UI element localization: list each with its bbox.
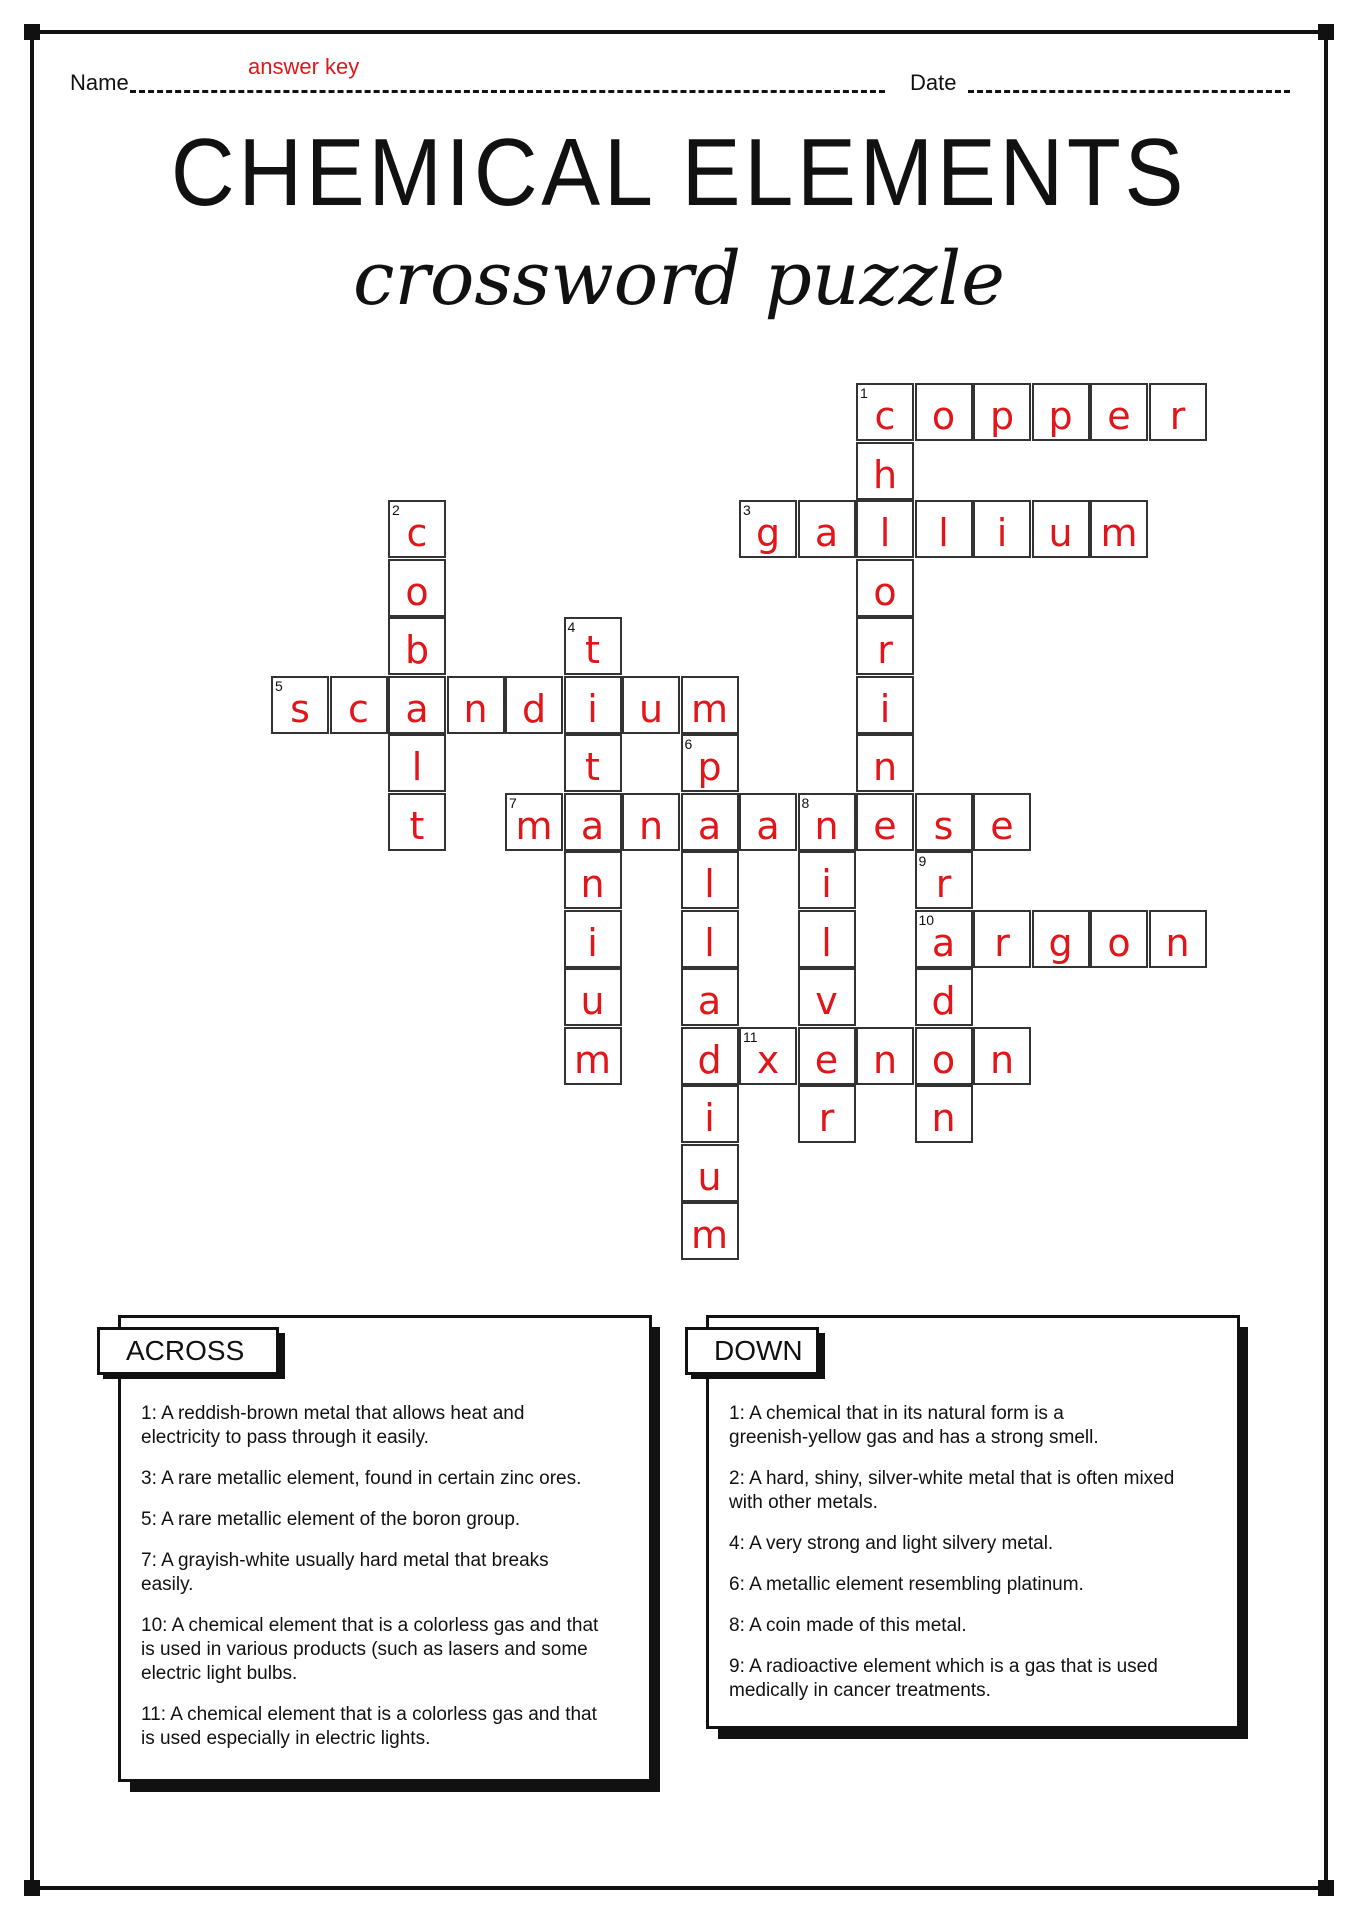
grid-cell[interactable] — [564, 910, 622, 968]
answer-letter: t — [409, 803, 425, 848]
grid-cell[interactable] — [681, 793, 739, 851]
across-clue-line: is used in various products (such as lasers and some — [141, 1639, 588, 1660]
grid-cell[interactable] — [388, 559, 446, 617]
grid-cell[interactable] — [739, 1027, 797, 1085]
across-box — [118, 1315, 652, 1782]
across-clue-line: 1: A reddish-brown metal that allows heat and — [141, 1403, 525, 1424]
grid-cell[interactable] — [681, 1085, 739, 1143]
answer-letter: e — [990, 803, 1014, 848]
answer-letter: x — [756, 1037, 780, 1082]
answer-letter: o — [1107, 920, 1131, 965]
answer-letter: l — [821, 920, 832, 965]
grid-cell[interactable] — [973, 383, 1031, 441]
name-label: Name — [70, 70, 129, 95]
grid-cell[interactable] — [856, 383, 914, 441]
grid-cell[interactable] — [798, 1027, 856, 1085]
clue-number: 3 — [743, 502, 751, 518]
answer-letter: o — [931, 1037, 956, 1082]
grid-cell[interactable] — [973, 500, 1031, 558]
down-clue-line: 4: A very strong and light silvery metal. — [729, 1533, 1054, 1554]
answer-letter: a — [756, 803, 780, 848]
down-clue-line: 8: A coin made of this metal. — [729, 1615, 967, 1636]
corner-mark — [24, 24, 40, 40]
grid-cell[interactable] — [1032, 500, 1090, 558]
grid-cell[interactable] — [856, 500, 914, 558]
answer-letter: s — [290, 686, 310, 731]
answer-letter: v — [815, 979, 838, 1023]
page-subtitle: crossword puzzle — [353, 236, 1005, 322]
grid-cell[interactable] — [681, 1202, 739, 1260]
answer-letter: c — [406, 511, 428, 555]
answer-letter: n — [638, 803, 664, 848]
answer-letter: l — [879, 511, 891, 555]
grid-cell[interactable] — [798, 851, 856, 909]
grid-cell[interactable] — [973, 910, 1031, 968]
across-heading: ACROSS — [97, 1327, 279, 1375]
grid-cell[interactable] — [564, 676, 622, 734]
clue-number: 8 — [801, 794, 810, 811]
answer-letter: u — [580, 979, 605, 1023]
answer-letter: o — [873, 569, 897, 614]
across-clue-line: 5: A rare metallic element of the boron group. — [141, 1509, 521, 1530]
grid-cell[interactable] — [1032, 383, 1090, 441]
grid-cell[interactable] — [856, 442, 914, 500]
grid-cell[interactable] — [564, 617, 622, 675]
clue-number: 11 — [743, 1028, 758, 1045]
answer-letter: u — [1048, 511, 1073, 555]
down-clue-line: medically in cancer treatments. — [729, 1680, 991, 1701]
grid-cell[interactable] — [1090, 500, 1148, 558]
answer-letter: n — [872, 1037, 898, 1082]
clue-number: 5 — [275, 677, 283, 694]
date-label: Date — [910, 70, 957, 95]
grid-cell[interactable] — [856, 676, 914, 734]
answer-letter: t — [585, 745, 600, 789]
answer-letter: o — [405, 569, 429, 614]
clue-number: 7 — [509, 794, 517, 811]
answer-letter: n — [580, 862, 605, 906]
grid-cell[interactable] — [271, 676, 329, 734]
grid-cell[interactable] — [856, 617, 914, 675]
corner-mark — [1318, 24, 1334, 40]
grid-cell[interactable] — [447, 676, 505, 734]
grid-cell[interactable] — [798, 910, 856, 968]
answer-letter: n — [1165, 920, 1190, 965]
across-clue-line: is used especially in electric lights. — [141, 1728, 431, 1749]
grid-cell[interactable] — [505, 676, 563, 734]
answer-letter: m — [1100, 511, 1138, 555]
grid-cell[interactable] — [915, 851, 973, 909]
grid-cell[interactable] — [1032, 910, 1090, 968]
answer-letter: i — [821, 862, 832, 906]
grid-cell[interactable] — [564, 968, 622, 1026]
grid-cell[interactable] — [681, 968, 739, 1026]
grid-cell[interactable] — [798, 1085, 856, 1143]
answer-letter: h — [872, 452, 898, 497]
answer-letter: a — [814, 511, 839, 555]
grid-cell[interactable] — [739, 793, 797, 851]
answer-letter: i — [996, 511, 1008, 555]
grid-cell[interactable] — [973, 1027, 1031, 1085]
answer-letter: g — [755, 511, 781, 555]
answer-letter: e — [1107, 394, 1131, 438]
down-clue-line: 9: A radioactive element which is a gas that is used — [729, 1656, 1158, 1677]
answer-letter: b — [404, 628, 430, 672]
answer-letter: d — [521, 686, 547, 731]
answer-letter: r — [818, 1096, 835, 1140]
answer-letter: c — [874, 394, 896, 438]
grid-cell[interactable] — [564, 851, 622, 909]
grid-cell[interactable] — [856, 559, 914, 617]
answer-letter: s — [933, 803, 954, 848]
answer-letter: r — [1169, 394, 1186, 438]
answer-letter: l — [411, 745, 423, 789]
answer-letter: i — [587, 686, 598, 731]
answer-letter: p — [697, 745, 722, 789]
grid-cell[interactable] — [915, 1027, 973, 1085]
grid-cell[interactable] — [1090, 910, 1148, 968]
answer-letter: a — [697, 803, 722, 848]
name-answer: answer key — [248, 54, 360, 79]
grid-cell[interactable] — [973, 793, 1031, 851]
answer-letter: a — [697, 979, 722, 1023]
answer-letter: l — [704, 920, 715, 965]
answer-letter: n — [814, 803, 839, 848]
answer-letter: d — [697, 1037, 722, 1082]
across-clue-line: electric light bulbs. — [141, 1663, 298, 1684]
clue-number: 6 — [684, 736, 693, 752]
name-field[interactable] — [130, 90, 885, 93]
down-clue-line: greenish-yellow gas and has a strong smell. — [729, 1427, 1099, 1448]
grid-cell[interactable] — [681, 734, 739, 792]
grid-cell[interactable] — [681, 851, 739, 909]
answer-letter: n — [463, 686, 488, 731]
answer-letter: a — [931, 920, 956, 965]
grid-cell[interactable] — [388, 617, 446, 675]
answer-letter: i — [879, 686, 891, 731]
answer-letter: n — [989, 1037, 1015, 1082]
down-clue-line: 1: A chemical that in its natural form is a — [729, 1403, 1064, 1424]
answer-letter: n — [931, 1096, 956, 1140]
clue-number: 2 — [392, 502, 400, 518]
grid-cell[interactable] — [915, 793, 973, 851]
grid-cell[interactable] — [622, 676, 680, 734]
across-clue-line: 3: A rare metallic element, found in certain zinc ores. — [141, 1468, 582, 1489]
grid-cell[interactable] — [564, 793, 622, 851]
grid-cell[interactable] — [564, 1027, 622, 1085]
grid-cell[interactable] — [564, 734, 622, 792]
grid-cell[interactable] — [681, 676, 739, 734]
grid-cell[interactable] — [915, 500, 973, 558]
across-clue-line: 7: A grayish-white usually hard metal that breaks — [141, 1550, 549, 1571]
grid-cell[interactable] — [388, 500, 446, 558]
across-clue-line: easily. — [141, 1574, 194, 1595]
down-clue-line: with other metals. — [729, 1492, 878, 1513]
down-heading: DOWN — [685, 1327, 819, 1375]
down-clue-line: 6: A metallic element resembling platinum. — [729, 1574, 1084, 1595]
answer-letter: u — [638, 686, 664, 731]
answer-letter: p — [989, 394, 1015, 438]
grid-cell[interactable] — [915, 383, 973, 441]
answer-letter: i — [704, 1096, 715, 1140]
answer-letter: e — [873, 803, 897, 848]
clue-number: 1 — [860, 385, 868, 401]
across-clue-line: 10: A chemical element that is a colorless gas and that — [141, 1615, 599, 1636]
answer-letter: e — [814, 1037, 839, 1082]
answer-letter: n — [872, 745, 898, 789]
across-clue-line: 11: A chemical element that is a colorless gas and that — [141, 1704, 597, 1725]
grid-cell[interactable] — [681, 1144, 739, 1202]
answer-letter: r — [994, 920, 1010, 965]
clue-number: 4 — [567, 619, 576, 635]
corner-mark — [1318, 1880, 1334, 1896]
answer-letter: u — [697, 1154, 722, 1199]
grid-cell[interactable] — [681, 1027, 739, 1085]
grid-cell[interactable] — [330, 676, 388, 734]
grid-cell[interactable] — [915, 910, 973, 968]
grid-cell[interactable] — [856, 1027, 914, 1085]
answer-letter: o — [931, 394, 956, 438]
answer-letter: m — [515, 803, 553, 848]
grid-cell[interactable] — [681, 910, 739, 968]
grid-cell[interactable] — [739, 500, 797, 558]
grid-cell[interactable] — [915, 1085, 973, 1143]
answer-letter: m — [690, 686, 729, 731]
answer-letter: m — [573, 1037, 612, 1082]
grid-cell[interactable] — [388, 793, 446, 851]
grid-cell[interactable] — [505, 793, 563, 851]
answer-letter: c — [348, 686, 369, 731]
answer-letter: a — [405, 686, 429, 731]
answer-letter: l — [704, 862, 715, 906]
answer-letter: a — [580, 803, 605, 848]
grid-cell[interactable] — [798, 793, 856, 851]
answer-letter: r — [935, 862, 952, 906]
answer-letter: m — [690, 1213, 729, 1257]
grid-cell[interactable] — [388, 734, 446, 792]
grid-cell[interactable] — [622, 793, 680, 851]
answer-letter: g — [1048, 920, 1073, 965]
clue-number: 9 — [918, 853, 927, 869]
clue-number: 10 — [918, 911, 935, 928]
answer-letter: t — [585, 628, 600, 672]
corner-mark — [24, 1880, 40, 1896]
grid-cell[interactable] — [798, 968, 856, 1026]
across-clue-line: electricity to pass through it easily. — [141, 1427, 429, 1448]
answer-letter: l — [938, 511, 949, 555]
grid-cell[interactable] — [388, 676, 446, 734]
answer-letter: p — [1048, 394, 1073, 438]
grid-cell[interactable] — [798, 500, 856, 558]
grid-cell[interactable] — [1149, 910, 1207, 968]
grid-cell[interactable] — [1149, 383, 1207, 441]
page-title: CHEMICAL ELEMENTS — [170, 119, 1188, 226]
date-field[interactable] — [968, 90, 1290, 93]
grid-cell[interactable] — [856, 734, 914, 792]
grid-cell[interactable] — [1090, 383, 1148, 441]
grid-cell[interactable] — [915, 968, 973, 1026]
down-clue-line: 2: A hard, shiny, silver-white metal that is often mixed — [729, 1468, 1175, 1489]
answer-letter: r — [877, 628, 893, 672]
answer-letter: i — [587, 920, 598, 965]
grid-cell[interactable] — [856, 793, 914, 851]
answer-letter: d — [931, 979, 956, 1023]
